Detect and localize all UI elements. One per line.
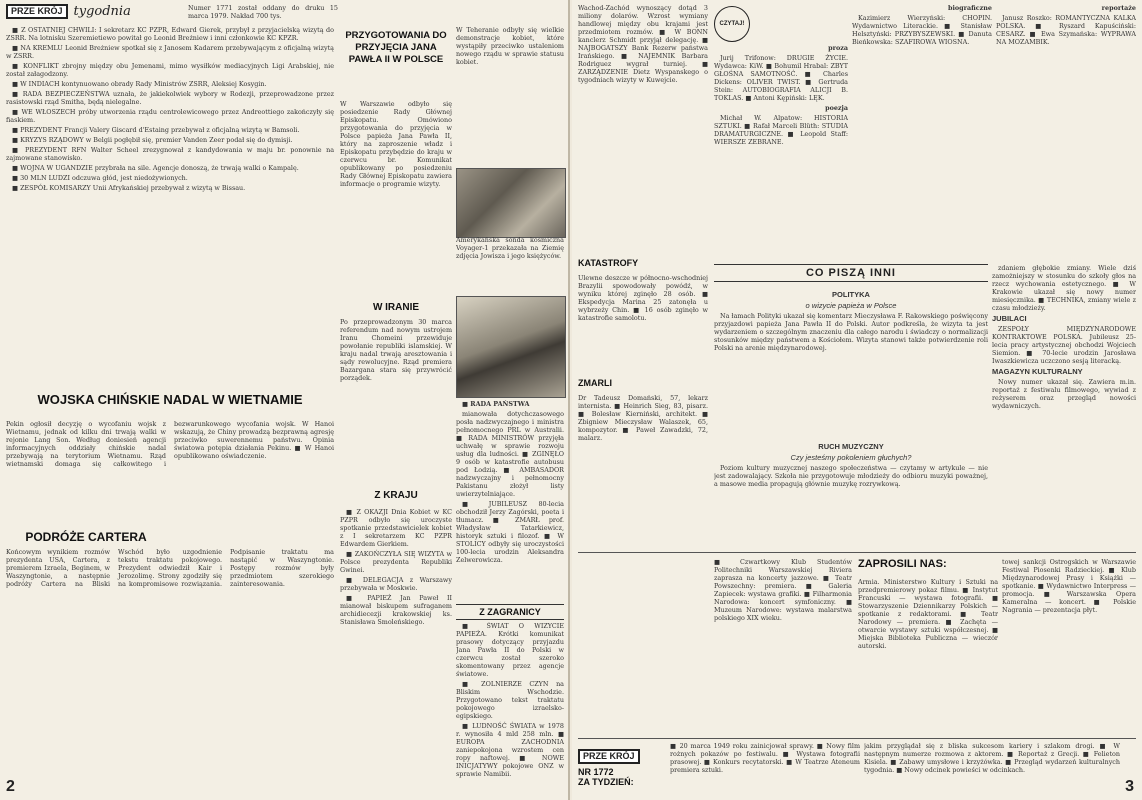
ruch-label: RUCH MUZYCZNY [818,442,884,451]
kraj-item: ■ DELEGACJA z Warszawy przebywała w Moskwie. [340,576,452,592]
news-item: ■ RADA BEZPIECZEŃSTWA uznała, że jakiekolwiek wybory w Rodezji, przeprowadzone przez rasistowski rząd Smitha, będą nielegalne. [6,90,334,106]
rada-title: ■ RADA PAŃSTWA [462,400,530,408]
biografie-column [852,4,992,254]
katastrofy-text: Ulewne deszcze w północno-wschodniej Brazylii spowodowały powódź, w wyniku której zginęło 28 osób. ■ Ekspedycja Marina 25 zatonęła u wybrzeży Chin. ■ 16 osób zginęło w katastrofie samolotu. [578,274,708,322]
carter-title: PODRÓŻE CARTERA [25,530,147,544]
kultura-column [992,264,1136,534]
polityka-label: POLITYKA [832,290,870,299]
news-item: ■ KONFLIKT zbrojny między obu Jemenami, mimo wysiłków mediacyjnych Ligi Arabskiej, nie został załagodzony. [6,62,334,78]
przekroj-logo-footer: PRZE KRÓJ [578,749,640,764]
news-item: ■ NA KREMLU Leonid Breżniew spotkał się z Janosem Kadarem przebywającym z oficjalną wizytą w ZSRR. [6,44,334,60]
page-number-right: 3 [1125,778,1134,795]
right-col1-text: Wachod-Zachód wynoszący dotąd 3 miliony dolarów. Wzrost wymiany handlowej między obu krajami jest przedmiotem rozmów. ■ W BONN kanclerz Schmidt przyjął delegację. ■ NAJBOGATSZY Bank Rezerw państwa Irańskiego. ■ NAJEMNIK Barbara Rodriguez wygrał turniej. ■ ZARZĄDZENIE Dietz Wyspanskego o tygodniach wizyty w Kuwejcie. [578,4,708,84]
magazyn-title: MAGAZYN KULTURALNY [992,367,1083,376]
co-pisza-header [714,264,988,284]
issue-number: NR 1772 [578,767,614,777]
proza-column [714,44,848,234]
zaprosili-text: Armia. Ministerstwo Kultury i Sztuki na przedpremierowy pokaz filmu. ■ Instytut Francuski — wystawa fotografii. ■ Stowarzyszenie Dziennikarzy Polskich — spotkanie z redaktorami. ■ Teatr Narodowy — premiera. ■ Zachęta — otwarcie wystawy sztuki współczesnej. ■ Miejska Biblioteka Publiczna — wieczór autorski. [858,578,998,650]
katastrofy-title: KATASTROFY [578,258,639,268]
biografie-label: biograficzne [947,4,992,12]
kraj-item: ■ Z OKAZJI Dnia Kobiet w KC PZPR odbyło się uroczyste spotkanie przedstawicielek kobiet z I sekretarzem KC PZPR Edwardem Gierkiem. [340,508,452,548]
footer-masthead [578,744,668,794]
pope-title: PRZYGOTOWANIA DO PRZYJĘCIA JANA PAWŁA II W POLSCE [345,30,447,65]
news-item: ■ W INDIACH kontynuowano obrady Rady Ministrów ZSRR, Aleksiej Kosygin. [12,80,267,88]
teheran-article: W Teheranie odbyły się wielkie demonstracje kobiet, które wystąpiły przeciwko ustaleniom nowego rządu w sprawie statusu kobiet. [456,26,564,66]
rada-column [456,400,564,600]
katastrofy-heading-block [578,258,708,272]
magazyn-text: Nowy numer ukazał się. Zawiera m.in. reportaż z festiwalu filmowego, wywiad z reżyserem oraz przegląd nowości wydawniczych. [992,378,1136,410]
iran-heading-block [340,302,452,316]
ruch-sub: Czy jesteśmy pokoleniem głuchych? [790,453,912,462]
kraj-heading-block [340,490,452,504]
jubilaci-text: ZESPOŁY MIĘDZYNARODOWE KONTRAKTOWE POLSKA. Jubileusz 25-lecia pracy artystycznej obchodzi Wojciech Siemion. ■ 70-lecie urodzin Jarosława Iwaszkiewicza uczczono sesją literacką. [992,325,1136,365]
zmarli-title: ZMARLI [578,378,612,388]
jubilee-text: ■ JUBILEUSZ 80-lecia obchodził Jerzy Zagórski, poeta i tłumacz. ■ ZMARŁ prof. Władysław Tatarkiewicz, historyk sztuki i filozof. ■ W STOLICY odbyły się uroczystości 100-lecia urodzin Aleksandra Zelwerowicza. [456,500,564,564]
news-item: ■ Z OSTATNIEJ CHWILI: I sekretarz KC PZPR, Edward Gierek, przybył z przyjacielską wizytą do ZSRR. Na lotnisku Szeremietiewo powitał go Leonid Breżniew i inni członkowie KC KPZR. [6,26,334,42]
kraj-column [340,508,452,788]
czytaj-label: CZYTAJ! [719,21,745,27]
vietnam-title: WOJSKA CHIŃSKIE NADAL W WIETNAMIE [37,392,303,407]
pope-heading-block [340,30,452,98]
biografie-text: Kazimierz Wierzyński: CHOPIN. Wydawnictwo Literackie. ■ Stanisław Helsztyński: PRZYBYSZEWSKI. ■ Danuta Bieńkowska: SZAFIROWA WIOSNA. [852,14,992,46]
pope-article: W Warszawie odbyło się posiedzenie Rady Głównej Episkopatu. Omówiono przygotowania do przyjęcia w Polsce papieża Jana Pawła II, który na zaproszenie władz i Episkopatu przybędzie do kraju w czerwcu br. Komunikat opublikowany po posiedzeniu Rady Głównej Episkopatu zawiera informacje o programie wizyty. [340,100,452,188]
zagranicy-item: ■ LUDNOŚĆ ŚWIATA w 1978 r. wynosiła 4 mld 258 mln. ■ EUROPA ZACHODNIA zaniepokojona wzrostem cen ropy naftowej. ■ NOWE INICJATYWY pokojowe ONZ w sprawie Namibii. [456,722,564,778]
przekroj-logo: PRZE KRÓJ [6,4,68,19]
news-item: ■ PREZYDENT Francji Valery Giscard d'Estaing przebywał z oficjalną wizytą w Bamsoli. [12,126,300,134]
zagranicy-item: ■ ŚWIAT O WIZYCIE PAPIEŻA. Krótki komunikat prasowy dotyczący przyjazdu Jana Pawła II do Polski w czerwcu został szeroko skomentowany przez agencje światowe. [456,622,564,678]
page-number-left: 2 [6,778,15,795]
reportaz-column [996,4,1136,254]
polityka-text: Na łamach Polityki ukazał się komentarz Mieczysława F. Rakowskiego poświęcony przyjazdowi papieża Jana Pawła II do Polski. Autor podkreśla, że wizyta ta jest wydarzeniem o szczególnym znaczeniu dla całego narodu i świadczy o normalizacji stosunków między państwem a Kościołem. Wizyta stanowi także potwierdzenie roli Polski na arenie międzynarodowej. [714,312,988,352]
ruch-section [714,440,988,540]
zagranicy-column [456,622,564,788]
poezja-text: Michał W. Alpatow: HISTORIA SZTUKI. ■ Rafał Marceli Blüth: STUDIA DRAMATURGICZNE. ■ Leopold Staff: WIERSZE ZEBRANE. [714,114,848,146]
footer-divider [578,738,1136,739]
right-page [572,0,1142,800]
zmarli-heading-block [578,378,708,392]
news-item: ■ ZESPÓŁ KOMISARZY Unii Afrykańskiej przebywał z wizytą w Bissau. [12,184,246,192]
akcja-column: ■ Czwartkowy Klub Studentów Politechniki Warszawskiej Riviera zaprasza na koncerty jazzowe. ■ Teatr Powszechny: premiera. ■ Galeria Zapiecek: wystawa grafiki. ■ Filharmonia Narodowa: koncert symfoniczny. ■ Muzeum Narodowe: wystawa malarstwa polskiego XIX wieku. [714,558,852,622]
zmarli-text: Dr Tadeusz Domański, 57, lekarz internista. ■ Heinrich Sieg, 83, pisarz. ■ Bolesław Kierniński, architekt. ■ Zbigniew Mieczysław Walaszek, 65, kompozytor. ■ Paweł Zawadzki, 72, malarz. [578,394,708,442]
kraj-item: ■ PAPIEŻ Jan Paweł II mianował biskupem sufraganem archidiecezji krakowskiej ks. Stanisława Smoleńskiego. [340,594,452,626]
polityka-section [714,288,988,438]
polityka-sub: o wizycie papieża w Polsce [805,301,897,310]
issue-note: Numer 1771 został oddany do druku 15 marca 1979. Nakład 700 tys. [188,4,338,20]
ruch-text: Poziom kultury muzycznej naszego społeczeństwa — czytamy w artykule — nie jest zadowalający. Szkoła nie przygotowuje młodzieży do odbioru muzyki poważnej, a masowe media propagują głównie muzykę rozrywkową. [714,464,988,488]
news-item: ■ WOJNA W UGANDZIE przybrała na sile. Agencje donoszą, że trwają walki o Kampalę. [12,164,299,172]
section-divider [578,552,1136,553]
za-tydzien-label: ZA TYDZIEŃ: [578,777,634,787]
footer-right-text: jakim przyglądał się z bliska sukcesom kariery i szlakom drogi. ■ W następnym numerze rozmowa z aktorem. ■ Reportaż z Grecji. ■ Felieton Kisiela. ■ Zabawy umysłowe i krzyżówka. ■ Przegląd wydarzeń kulturalnych tygodnia. ■ Nowy odcinek powieści w odcinkach. [864,742,1120,774]
czytaj-stamp-icon [714,6,750,42]
zagranicy-title: Z ZAGRANICY [479,607,541,617]
iran-article: Po przeprowadzonym 30 marca referendum nad nowym ustrojem Iranu Chomeini przewiduje powołanie republiki islamskiej. W kraju nadal trwają aresztowania i sądy rewolucyjne. Rząd premiera Bazargana stara się przywrócić porządek. [340,318,452,382]
carter-article: Końcowym wynikiem rozmów prezydenta USA, Cartera, z premierem Izraela, Beginem, w Waszyngtonie, a następnie podróży Cartera na Bliski Wschód było uzgodnienie tekstu traktatu pokojowego. Prezydent odwiedził Kair i Jerozolimę. Strony zgodziły się na kompromisowe rozwiązania. Podpisanie traktatu ma nastąpić w Waszyngtonie. Postępy rozmów były przedmiotem szerokiego zainteresowania. [6,548,334,588]
zaprosili-heading-block [858,558,998,576]
photo-carriage [456,296,566,398]
reportaz-label: reportaże [1101,4,1136,12]
carter-heading-block [6,530,166,546]
proza-label: proza [828,44,848,52]
zagranicy-heading-block [456,604,564,620]
footer-left-text: ■ 20 marca 1949 roku zainicjował sprawy. ■ Nowy film rożnych pokazów po festiwalu. ■ Wystawa fotografii prasowej. ■ Konkurs recytatorski. ■ W Teatrze Ateneum premiera sztuki. [670,742,860,774]
vietnam-article: Pekin ogłosił decyzję o wycofaniu wojsk z Wietnamu, jednak od kilku dni trwają walki w rejonie Lang Son. Według doniesień agencji informacyjnych oddziały chińskie nadal przebywają na terytorium Wietnamu. Rząd wietnamski domaga się całkowitego i bezwarunkowego wycofania wojsk. W Hanoi wskazują, że Chiny prowadzą bezprawną agresję przeciwko suwerennemu państwu. Opinia światowa potępia działania Pekinu. ■ W Hanoi opublikowano oświadczenie. [6,420,334,468]
news-item: ■ WE WŁOSZECH próby utworzenia rządu centrolewicowego przez Andreottiego zakończyły się fiaskiem. [6,108,334,124]
photo1-caption: Amerykańska sonda kosmiczna Voyager-1 przekazała na Ziemię zdjęcia Jowisza i jego księżyców. [456,236,564,260]
masthead [6,4,186,22]
reportaz-text: Janusz Roszko: ROMANTYCZNA KALKA POLSKA. ■ Ryszard Kapuściński: CESARZ. ■ Ewa Szymańska: WYPRAWA NA MOZAMBIK. [996,14,1136,46]
poezja-label: poezja [825,104,848,112]
kraj-title: Z KRAJU [374,490,418,501]
kraj-item: ■ ZAKOŃCZYŁA SIĘ WIZYTA w Polsce prezydenta Republiki Gwinei. [340,550,452,574]
masthead-title: tygodnia [73,4,131,19]
co-pisza-title: CO PISZĄ INNI [714,264,988,282]
left-page [0,0,570,800]
zaprosili-title: ZAPROSILI NAS: [858,558,947,570]
kultura-text: zdaniem głębokie zmiany. Wiele dziś zamożniejszy w stosunku do szkoły głos na rzecz wychowania estetycznego. ■ W Krakowie ukazał się nowy numer miesięcznika. ■ TECHNIKA, zmiany wiele z czasu młodzieży. [992,264,1136,312]
news-item: ■ 30 MLN LUDZI odczuwa głód, jest niedożywionych. [12,174,188,182]
photo-crowd [456,168,566,238]
rada-text: mianowała dotychczasowego posła nadzwyczajnego i ministra pełnomocnego PRL w Australii. ■ RADA MINISTRÓW przyjęła uchwałę w sprawie rozwoju usług dla ludności. ■ ZGINĘŁO 9 osób w katastrofie autobusu pod Łodzią. ■ AMBASADOR nadzwyczajny i pełnomocny Pakistanu złożył listy uwierzytelniające. [456,410,564,498]
iran-title: W IRANIE [372,302,420,313]
zaprosili-text-2: towej sankcji Ostrogskich w Warszawie Festiwal Piosenki Radzieckiej. ■ Klub Międzynarodowej Prasy i Książki — spotkanie. ■ Wydawnictwo Interpress — promocja. ■ Warszawska Opera Kameralna — koncert. ■ Polskie Nagrania — prezentacja płyt. [1002,558,1136,614]
zagranicy-item: ■ ZOLNIERZE CZYN na Bliskim Wschodzie. Przygotowano tekst traktatu pokojowego izraelsko-egipskiego. [456,680,564,720]
news-item: ■ KRYZYS RZĄDOWY w Belgii pogłębił się, premier Vanden Zeer podał się do dymisji. [12,136,293,144]
jubilaci-title: JUBILACI [992,314,1027,323]
news-column [6,26,334,388]
news-item: ■ PREZYDENT RFN Walter Scheel zrezygnował z kandydowania w maju br. ponownie na zajmowane stanowisko. [6,146,334,162]
proza-text: Jurij Trifonow: DRUGIE ŻYCIE. Wydawca: KiW. ■ Bohumil Hrabal: ZBYT GŁOŚNA SAMOTNOŚĆ. ■ Charles Dickens: OLIVER TWIST. ■ Gertruda Stein: AUTOBIOGRAFIA ALICJI B. TOKLAS. ■ Antoni Kępiński: LĘK. [714,54,848,102]
